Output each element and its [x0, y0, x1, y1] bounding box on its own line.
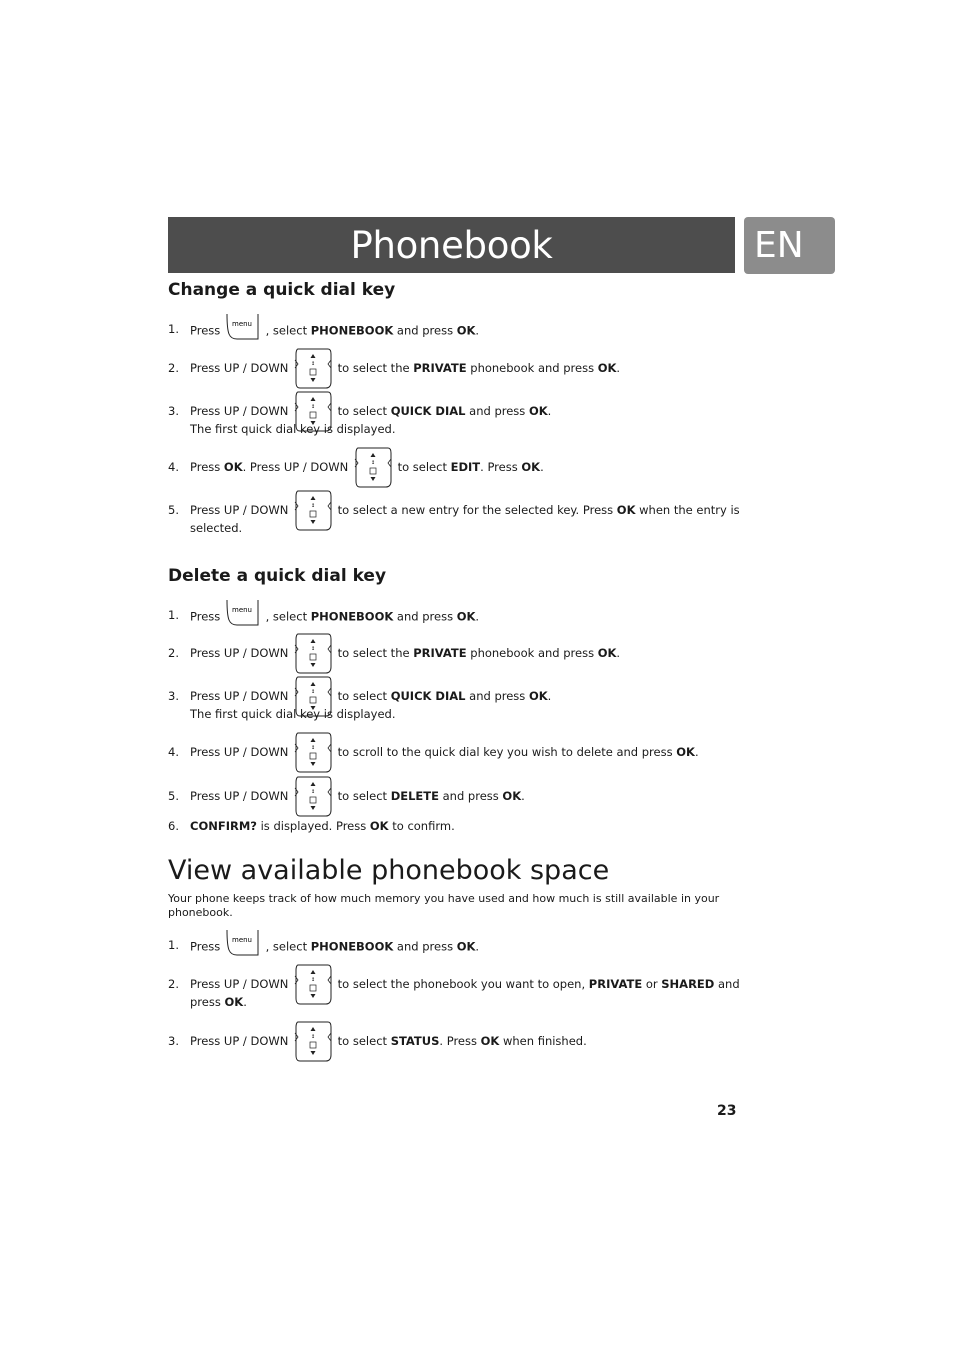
emphasis-text: OK — [616, 503, 636, 517]
step-number: 1. — [168, 938, 179, 952]
step-text — [190, 936, 479, 958]
step-number: 4. — [168, 745, 179, 759]
step-text-segment: Press UP / DOWN — [190, 646, 289, 660]
step-text — [190, 975, 740, 994]
svg-text:↕: ↕ — [310, 744, 316, 751]
step-text — [190, 359, 620, 378]
emphasis-text: PRIVATE — [413, 361, 467, 375]
svg-text:↕: ↕ — [310, 360, 316, 367]
section-heading-delete-quick-dial: Delete a quick dial key — [168, 566, 387, 586]
step-note: The first quick dial key is displayed. — [190, 707, 396, 721]
up-down-key-icon — [354, 445, 392, 489]
step-text-segment: , select — [265, 609, 311, 624]
step-text — [190, 320, 479, 342]
step-text-segment: . — [475, 323, 480, 338]
step-number: 6. — [168, 819, 179, 833]
emphasis-text: OK — [521, 460, 541, 474]
step-number: 1. — [168, 608, 179, 622]
step-text-segment: and — [714, 977, 740, 991]
emphasis-text: PHONEBOOK — [310, 609, 394, 624]
up-down-key-icon — [294, 631, 332, 675]
step-text-segment: Press UP / DOWN — [190, 1034, 289, 1048]
menu-key-icon — [225, 928, 261, 958]
step-number: 1. — [168, 322, 179, 336]
step-text-segment: Press UP / DOWN — [190, 503, 289, 517]
step-text — [190, 787, 525, 806]
step-text-segment: . — [547, 689, 552, 703]
step-text — [190, 402, 551, 421]
step-text-segment: , select — [265, 323, 311, 338]
step-text — [190, 458, 544, 477]
step-text-segment: . — [475, 609, 480, 624]
step-text-segment: to select — [337, 1034, 391, 1048]
step-text-segment: when the entry is — [635, 503, 740, 517]
step-text-segment: and press — [393, 609, 457, 624]
emphasis-text: PHONEBOOK — [310, 323, 394, 338]
step-text-segment: to select — [397, 460, 451, 474]
up-down-key-icon — [294, 962, 332, 1006]
step-text-segment: or — [642, 977, 662, 991]
step-text — [190, 644, 620, 663]
step-text-segment: Press UP / DOWN — [190, 745, 289, 759]
up-down-key-icon — [294, 346, 332, 390]
step-text-segment: . — [616, 646, 621, 660]
step-text-segment: . — [547, 404, 552, 418]
header-bar — [168, 217, 735, 273]
emphasis-text: OK — [597, 361, 617, 375]
step-text-segment: press — [190, 995, 225, 1009]
step-number: 4. — [168, 460, 179, 474]
emphasis-text: OK — [480, 1034, 500, 1048]
step-text-segment: Press UP / DOWN — [190, 404, 289, 418]
step-text — [190, 1032, 587, 1051]
step-text-segment: , select — [265, 939, 311, 954]
svg-text:↕: ↕ — [310, 688, 316, 695]
step-text-segment: . — [694, 745, 699, 759]
step-text-segment: . Press — [480, 460, 522, 474]
step-text-segment: to select the — [337, 361, 414, 375]
svg-text:↕: ↕ — [310, 788, 316, 795]
section-heading-view-space: View available phonebook space — [168, 855, 610, 886]
step-number: 3. — [168, 404, 179, 418]
step-text-segment: Press — [190, 323, 221, 338]
step-text-segment: phonebook and press — [466, 646, 598, 660]
emphasis-text: OK — [223, 460, 243, 474]
step-text-segment: when finished. — [499, 1034, 587, 1048]
step-text-segment: to select the phonebook you want to open, — [337, 977, 589, 991]
step-text-segment: . — [521, 789, 525, 803]
emphasis-text: OK — [676, 745, 695, 759]
emphasis-text: OK — [369, 819, 389, 833]
menu-key-icon — [225, 598, 261, 628]
step-number: 2. — [168, 646, 179, 660]
step-text — [190, 606, 479, 628]
svg-text:↕: ↕ — [310, 976, 316, 983]
step-text-segment: to select the — [337, 646, 414, 660]
svg-text:↕: ↕ — [310, 645, 316, 652]
step-text-segment: and press — [393, 939, 457, 954]
emphasis-text: CONFIRM? — [190, 819, 257, 833]
step-number: 5. — [168, 789, 179, 803]
step-text-segment: and press — [465, 404, 529, 418]
svg-text:menu: menu — [231, 936, 252, 944]
step-number: 5. — [168, 503, 179, 517]
step-number: 2. — [168, 361, 179, 375]
svg-text:↕: ↕ — [370, 459, 376, 466]
menu-key-icon — [225, 312, 261, 342]
emphasis-text: EDIT — [450, 460, 481, 474]
emphasis-text: PRIVATE — [588, 977, 643, 991]
step-text-segment: to scroll to the quick dial key you wish to delete and press — [337, 745, 677, 759]
step-number: 3. — [168, 689, 179, 703]
emphasis-text: OK — [597, 646, 617, 660]
step-text-segment: to select a new entry for the selected key. Press — [337, 503, 617, 517]
emphasis-text: SHARED — [661, 977, 715, 991]
step-text-segment: Press — [190, 939, 221, 954]
emphasis-text: PHONEBOOK — [310, 939, 394, 954]
step-text-segment: to confirm. — [388, 819, 455, 833]
step-text-segment: and press — [438, 789, 503, 803]
emphasis-text: STATUS — [390, 1034, 440, 1048]
step-text-segment: Press UP / DOWN — [190, 789, 289, 803]
language-tab: EN — [744, 217, 835, 274]
step-text-segment: Press — [190, 460, 224, 474]
step-text-segment: . — [475, 939, 480, 954]
up-down-key-icon — [294, 774, 332, 818]
up-down-key-icon — [294, 1019, 332, 1063]
section-heading-change-quick-dial: Change a quick dial key — [168, 280, 396, 300]
emphasis-text: PRIVATE — [413, 646, 467, 660]
emphasis-text: DELETE — [390, 789, 439, 803]
step-text-segment: . — [616, 361, 621, 375]
emphasis-text: OK — [224, 995, 244, 1009]
step-text-segment: Press UP / DOWN — [190, 689, 289, 703]
step-text — [190, 501, 740, 520]
emphasis-text: QUICK DIAL — [390, 689, 466, 703]
step-text-segment: and press — [465, 689, 529, 703]
page-number: 23 — [717, 1103, 737, 1119]
up-down-key-icon — [294, 488, 332, 532]
page-title: Phonebook — [350, 223, 553, 267]
emphasis-text: OK — [456, 609, 476, 624]
step-number: 3. — [168, 1034, 179, 1048]
step-text-segment: . Press — [439, 1034, 481, 1048]
step-note: selected. — [190, 521, 243, 535]
step-text-segment: . — [243, 995, 247, 1009]
step-text-segment: Press — [190, 609, 221, 624]
intro-paragraph: Your phone keeps track of how much memory you have used and how much is still available in your phonebook. — [168, 892, 720, 919]
step-text-segment: . Press UP / DOWN — [242, 460, 349, 474]
svg-text:menu: menu — [231, 320, 252, 328]
emphasis-text: OK — [502, 789, 522, 803]
step-text-segment: and press — [393, 323, 457, 338]
step-text — [190, 687, 551, 706]
svg-text:↕: ↕ — [310, 502, 316, 509]
step-text-segment: to select — [337, 404, 391, 418]
step-text — [190, 743, 699, 762]
emphasis-text: OK — [456, 323, 476, 338]
svg-text:↕: ↕ — [310, 1033, 316, 1040]
up-down-key-icon — [294, 730, 332, 774]
step-text-segment: to select — [337, 789, 391, 803]
step-note: The first quick dial key is displayed. — [190, 422, 396, 436]
step-text — [190, 817, 455, 835]
emphasis-text: OK — [456, 939, 476, 954]
svg-text:menu: menu — [231, 606, 252, 614]
step-text-segment: to select — [337, 689, 391, 703]
step-text-segment: Press UP / DOWN — [190, 361, 289, 375]
step-text-segment: . — [540, 460, 544, 474]
emphasis-text: OK — [528, 404, 548, 418]
svg-text:↕: ↕ — [310, 403, 316, 410]
step-text-segment: phonebook and press — [466, 361, 598, 375]
step-number: 2. — [168, 977, 179, 991]
step-text-segment: is displayed. Press — [256, 819, 370, 833]
emphasis-text: QUICK DIAL — [390, 404, 466, 418]
step-text-segment: Press UP / DOWN — [190, 977, 289, 991]
step-note — [190, 993, 247, 1011]
emphasis-text: OK — [528, 689, 548, 703]
